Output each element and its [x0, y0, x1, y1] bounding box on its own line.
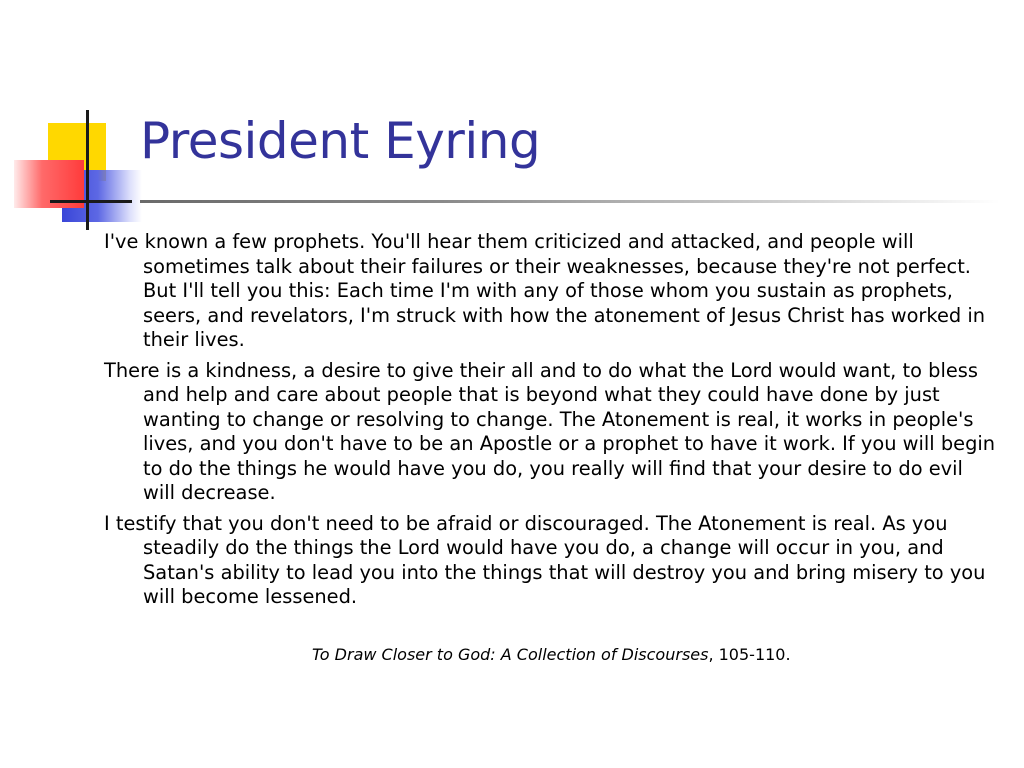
corner-decoration	[0, 0, 150, 240]
slide-title: President Eyring	[140, 112, 541, 170]
quote-body	[104, 230, 999, 616]
citation-pages: , 105-110.	[708, 645, 791, 664]
quote-paragraph: I testify that you don't need to be afraid or discouraged. The Atonement is real. As you steadily do the things the Lord would have you do, a change will occur in you, and Satan's ability to lead you into the things that will destroy you and bring misery to you will become lessened.	[104, 511, 986, 608]
vertical-line-shape	[86, 110, 89, 230]
citation-source-title: To Draw Closer to God: A Collection of Discourses	[312, 645, 709, 664]
quote-paragraph: There is a kindness, a desire to give their all and to do what the Lord would want, to bless and help and care about people that is beyond what they could have done by just wanting to change or resolving to change. The Atonement is real, it works in people's lives, and you don't have to be an Apostle or a prophet to have it work. If you will begin to do the things he would have you do, you really will find that your desire to do evil will decrease.	[104, 358, 996, 504]
title-underline-rule	[140, 200, 1000, 203]
citation	[312, 645, 791, 664]
horizontal-line-shape	[50, 200, 132, 203]
quote-paragraph: I've known a few prophets. You'll hear them criticized and attacked, and people will sometimes talk about their failures or their weaknesses, because they're not perfect. But I'll tell you this: Each time I'm with any of those whom you sustain as prophets, seers, and revelators, I'm struck with how the atonement of Jesus Christ has worked in their lives.	[104, 230, 986, 351]
